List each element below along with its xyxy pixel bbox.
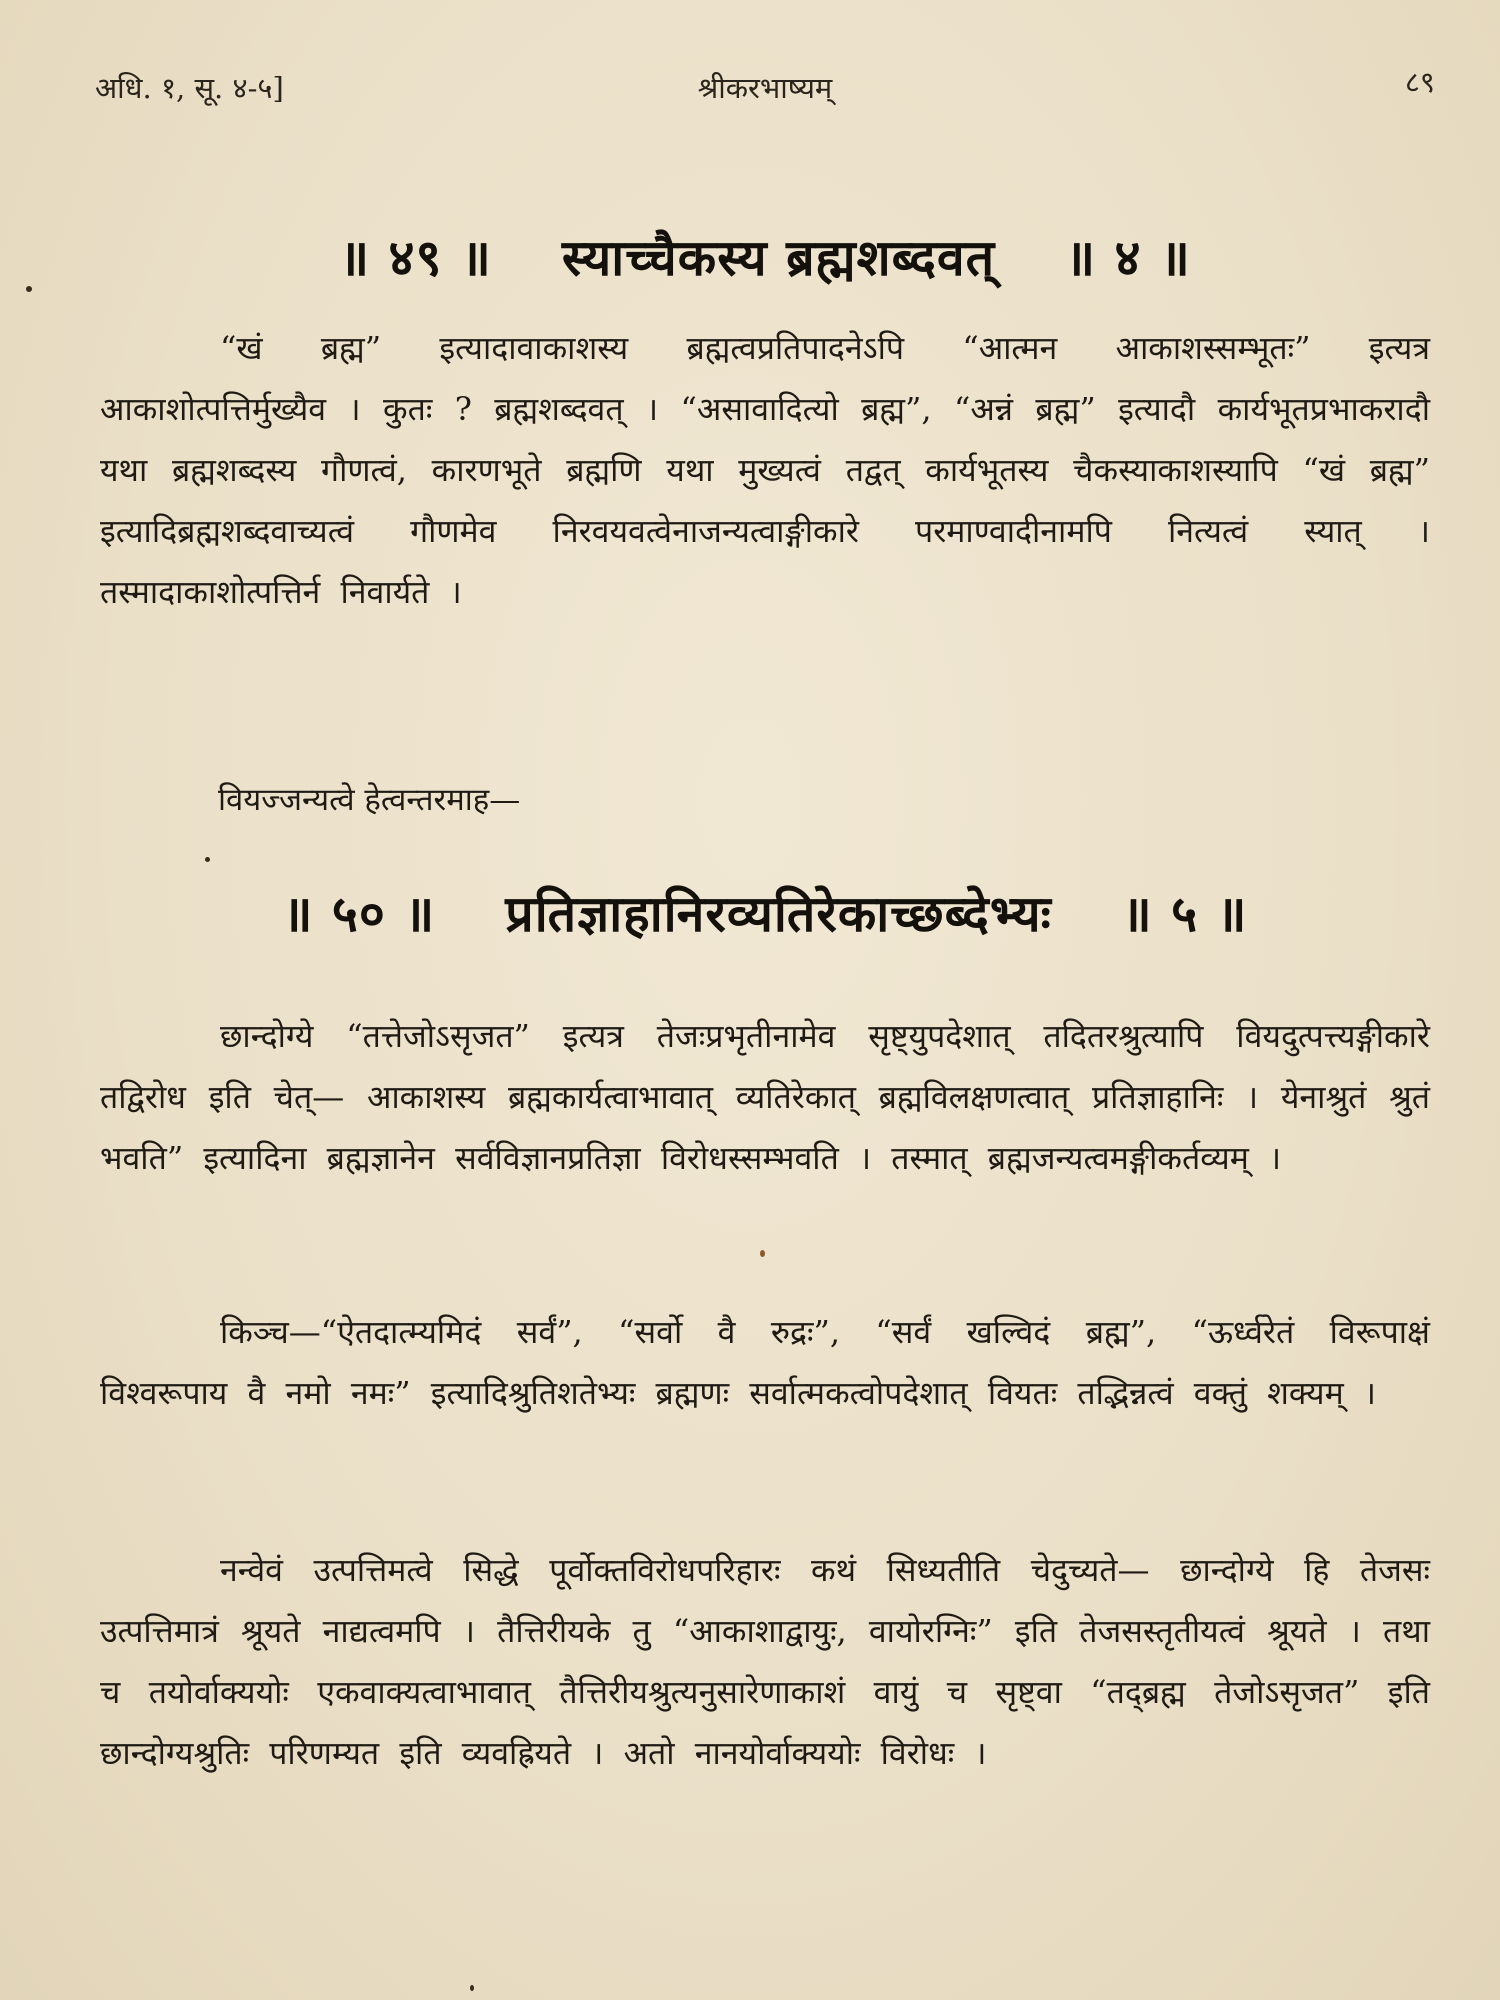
- sutra-text: प्रतिज्ञाहानिरव्यतिरेकाच्छब्देभ्यः: [505, 884, 1052, 943]
- page-number: ८९: [1404, 65, 1435, 99]
- sutra-sub-number: ॥ ४ ॥: [1065, 228, 1191, 287]
- commentary-paragraph-3: किञ्च—“ऐतदात्म्यमिदं सर्वं”, “सर्वो वै रुद्रः”, “सर्वं खल्विदं ब्रह्म”, “ऊर्ध्वरेतं विरूपाक्षं विश्वरूपाय वै नमो नमः” इत्यादिश्रुतिशतेभ्यः ब्रह्मणः सर्वात्मकत्वोपदेशात् वियतः तद्भिन्नत्वं वक्तुं शक्यम् ।: [100, 1313, 1430, 1412]
- commentary-paragraph-1: “खं ब्रह्म” इत्यादावाकाशस्य ब्रह्मत्वप्रतिपादनेऽपि “आत्मन आकाशस्सम्भूतः” इत्यत्र आकाशोत्पत्तिर्मुख्यैव । कुतः ? ब्रह्मशब्दवत् । “असावादित्यो ब्रह्म”, “अन्नं ब्रह्म” इत्यादौ कार्यभूतप्रभाकरादौ यथा ब्रह्मशब्दस्य गौणत्वं, कारणभूते ब्रह्मणि यथा मुख्यत्वं तद्वत् कार्यभूतस्य चैकस्याकाशस्यापि “खं ब्रह्म” इत्यादिब्रह्मशब्दवाच्यत्वं गौणमेव निरवयवत्वेनाजन्यत्वाङ्गीकारे परमाण्वादीनामपि नित्यत्वं स्यात् । तस्मादाकाशोत्पत्तिर्न निवार्यते ।: [100, 329, 1430, 611]
- sutra-number: ॥ ५० ॥: [282, 884, 436, 943]
- sutra-heading-49: [95, 222, 1435, 290]
- sutra-sub-number: ॥ ५ ॥: [1121, 884, 1248, 943]
- paper-speck: [26, 286, 32, 292]
- running-header: [95, 62, 1435, 122]
- section-reference: अधि. १, सू. ४-५]: [95, 71, 284, 105]
- paper-speck: [470, 1985, 474, 1991]
- book-title: श्रीकरभाष्यम्: [697, 71, 833, 105]
- introductory-line: वियज्जन्यत्वे हेत्वन्तरमाह—: [218, 782, 521, 818]
- paper-speck: [205, 857, 210, 862]
- commentary-paragraph-4: नन्वेवं उत्पत्तिमत्वे सिद्धे पूर्वोक्तविरोधपरिहारः कथं सिध्यतीति चेदुच्यते— छान्दोग्ये हि तेजसः उत्पत्तिमात्रं श्रूयते नाद्यत्वमपि । तैत्तिरीयके तु “आकाशाद्वायुः, वायोरग्निः” इति तेजसस्तृतीयत्वं श्रूयते । तथा च तयोर्वाक्ययोः एकवाक्यत्वाभावात् तैत्तिरीयश्रुत्यनुसारेणाकाशं वायुं च सृष्ट्वा “तद्ब्रह्म तेजोऽसृजत” इति छान्दोग्यश्रुतिः परिणम्यत इति व्यवह्रियते । अतो नानयोर्वाक्ययोः विरोधः ।: [100, 1551, 1430, 1772]
- sutra-heading-50: [95, 878, 1435, 946]
- sutra-number: ॥ ४९ ॥: [339, 228, 492, 287]
- sutra-text: स्याच्चैकस्य ब्रह्मशब्दवत्: [561, 228, 996, 287]
- commentary-paragraph-2: छान्दोग्ये “तत्तेजोऽसृजत” इत्यत्र तेजःप्रभृतीनामेव सृष्ट्युपदेशात् तदितरश्रुत्यापि वियदुत्पत्त्यङ्गीकारे तद्विरोध इति चेत्— आकाशस्य ब्रह्मकार्यत्वाभावात् व्यतिरेकात् ब्रह्मविलक्षणत्वात् प्रतिज्ञाहानिः । येनाश्रुतं श्रुतं भवति” इत्यादिना ब्रह्मज्ञानेन सर्वविज्ञानप्रतिज्ञा विरोधस्सम्भवति । तस्मात् ब्रह्मजन्यत्वमङ्गीकर्तव्यम् ।: [100, 1017, 1430, 1177]
- paper-speck: [760, 1250, 765, 1257]
